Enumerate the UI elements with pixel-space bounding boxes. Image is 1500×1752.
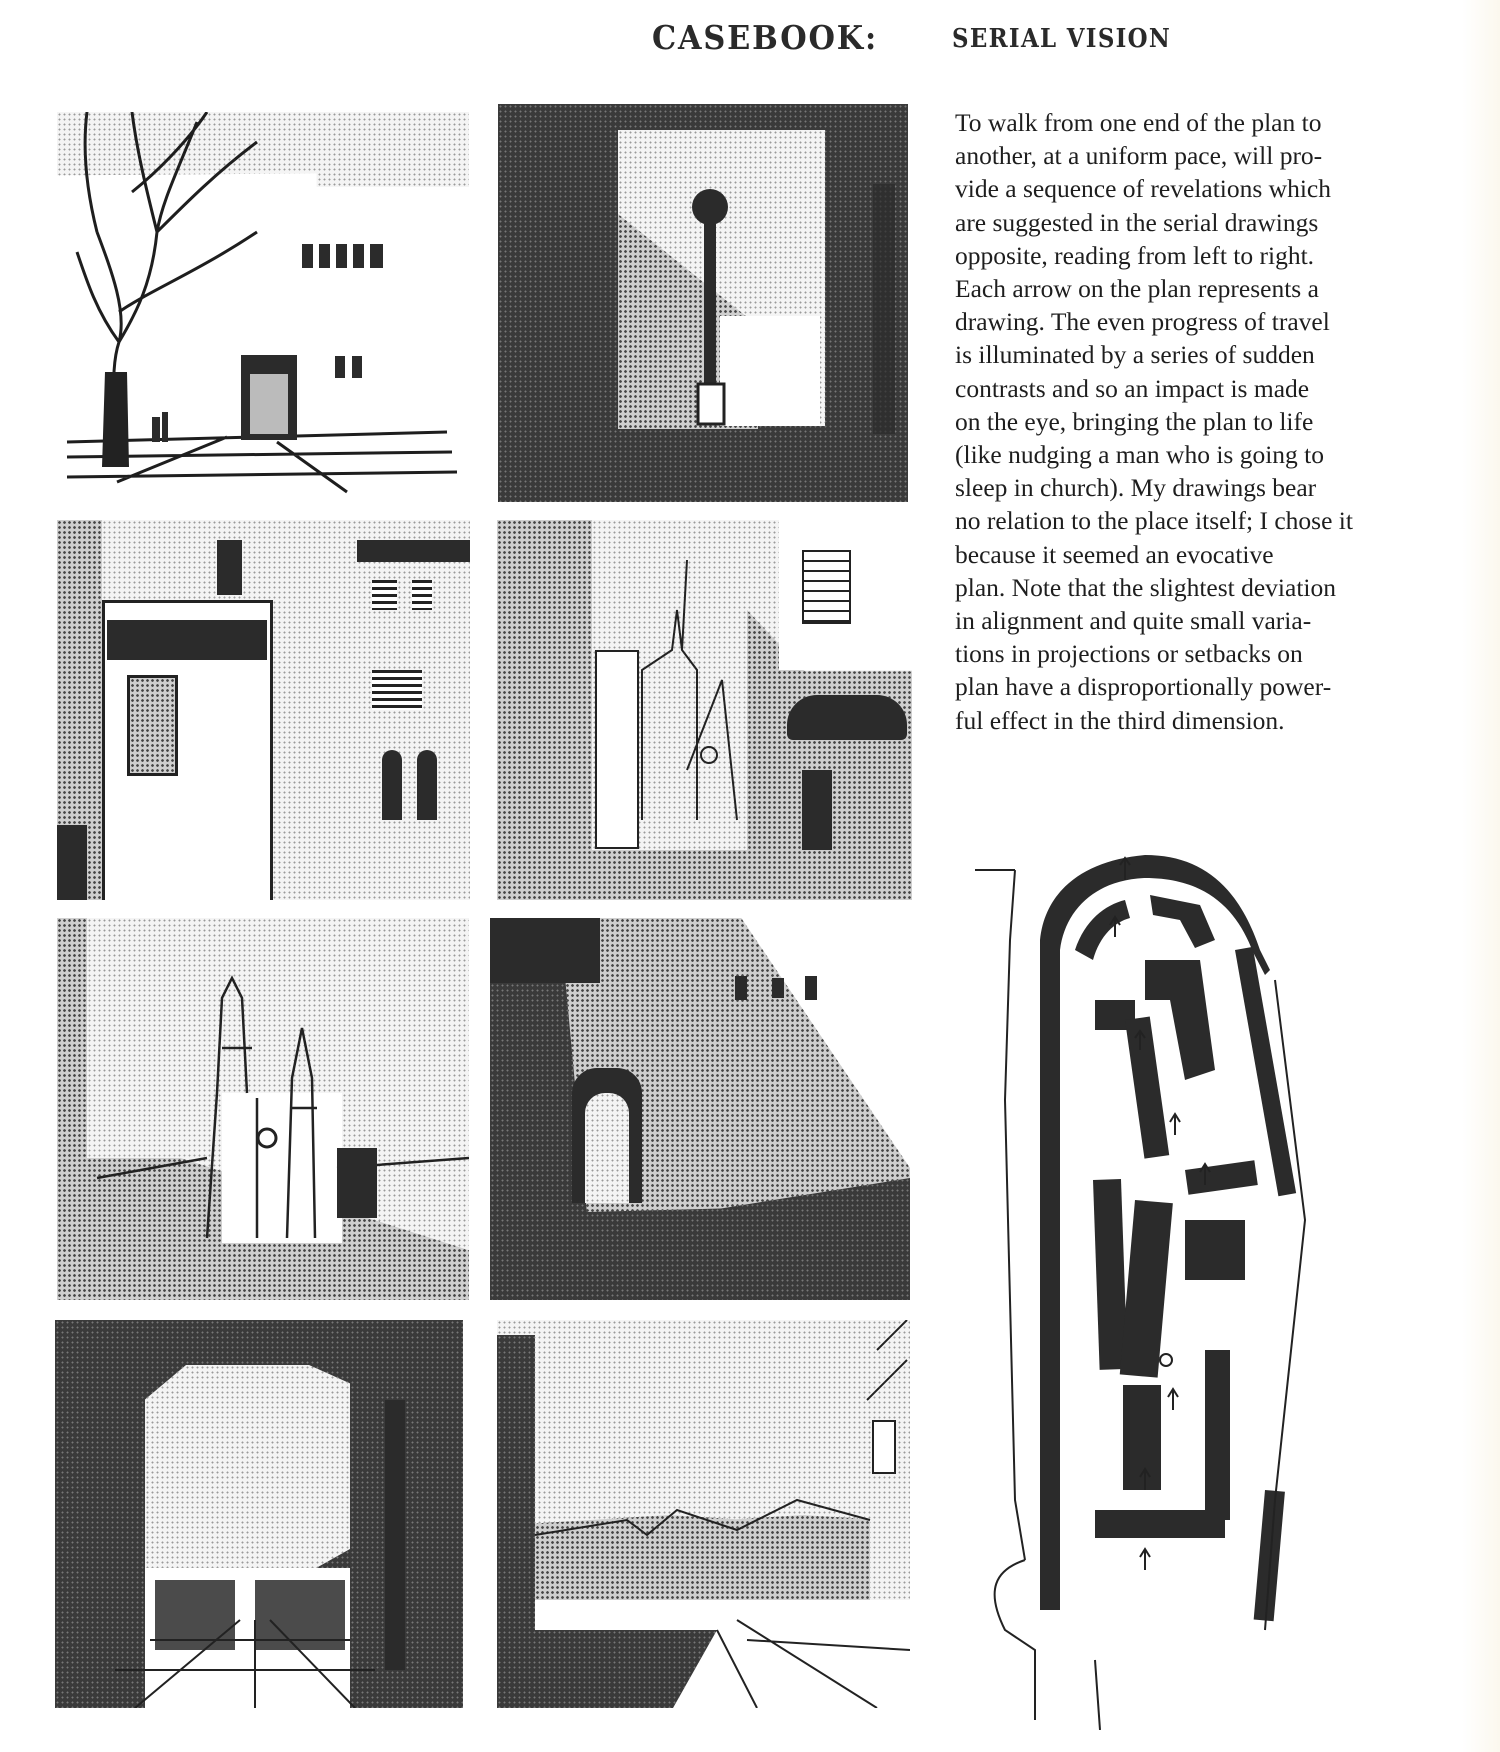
drawing-3 [57, 520, 470, 900]
drawing-8 [497, 1320, 910, 1708]
drawing-6 [490, 918, 910, 1300]
page-header [652, 18, 1172, 57]
text-line: on the eye, bringing the plan to life [955, 406, 1314, 436]
text-line: are suggested in the serial drawings [955, 207, 1319, 237]
text-line: because it seemed an evocative [955, 539, 1274, 569]
text-line: plan have a disproportionally power- [955, 672, 1332, 702]
church-sketch [497, 520, 912, 900]
text-line: no relation to the place itself; I chose it [955, 506, 1353, 536]
text-line: another, at a uniform pace, will pro- [955, 141, 1323, 171]
drawing-5 [57, 918, 469, 1300]
site-plan-drawing [975, 800, 1315, 1730]
text-line: plan. Note that the slightest deviation [955, 572, 1337, 602]
header-title: CASEBOOK: [652, 18, 879, 57]
text-line: in alignment and quite small varia- [955, 606, 1312, 636]
drawing-2 [498, 104, 908, 502]
column-sketch [498, 104, 908, 502]
header-subtitle: SERIAL VISION [952, 24, 1172, 54]
tree-sketch [57, 112, 469, 502]
text-line: Each arrow on the plan represents a [955, 274, 1319, 304]
text-line: opposite, reading from left to right. [955, 240, 1315, 270]
courtyard-sketch [55, 1320, 463, 1708]
drawing-7 [55, 1320, 463, 1708]
text-line: contrasts and so an impact is made [955, 373, 1310, 403]
drawing-4 [497, 520, 912, 900]
text-line: is illuminated by a series of sudden [955, 340, 1315, 370]
text-line: (like nudging a man who is going to [955, 440, 1325, 470]
text-line: To walk from one end of the plan to [955, 108, 1322, 137]
landscape-sketch [497, 1320, 910, 1708]
twin-tower-church-sketch [57, 918, 469, 1300]
text-line: drawing. The even progress of travel [955, 307, 1330, 337]
text-line: tions in projections or setbacks on [955, 639, 1303, 669]
text-line: sleep in church). My drawings bear [955, 473, 1317, 503]
text-line: vide a sequence of revelations which [955, 174, 1331, 204]
site-plan [975, 800, 1315, 1730]
text-line: ful effect in the third dimension. [955, 705, 1285, 735]
drawing-1 [57, 112, 469, 502]
body-text [955, 106, 1475, 737]
